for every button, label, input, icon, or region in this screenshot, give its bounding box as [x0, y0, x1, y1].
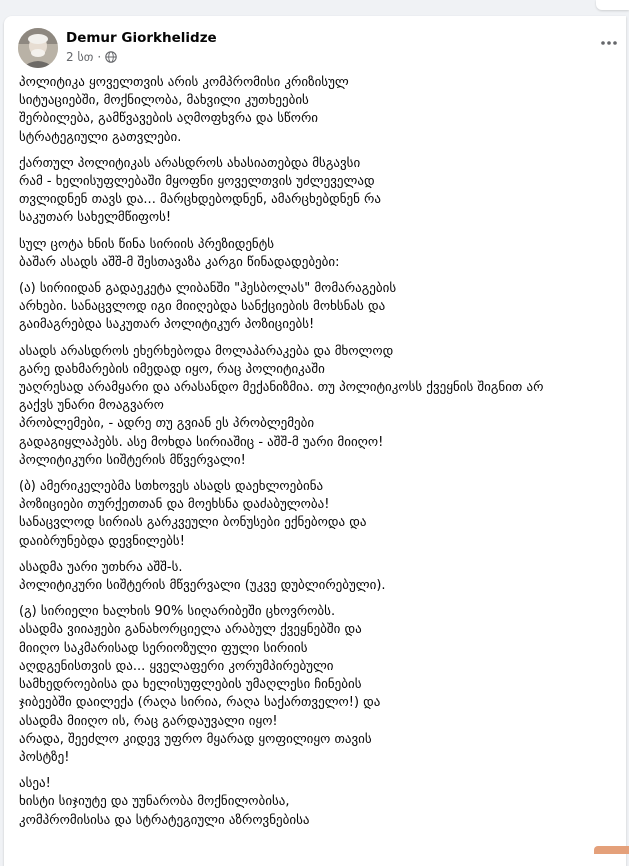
- post-paragraph: ასადმა უარი უთხრა აშშ-ს. პოლიტიკური სიშტერის მწვერვალი (უკვე დუბლირებული).: [19, 559, 386, 594]
- meta-separator: ·: [97, 50, 102, 64]
- post-paragraph: პოლიტიკა ყოველთვის არის კომპრომისი კრიზისულ სიტუაციებში, მოქნილობა, მახვილი კუთხეების შერბილება, გამწვავების აღმოფხვრა და სწორი სტრატეგიული გათვლები.: [19, 75, 349, 145]
- post-paragraph: (გ) სირიელი ხალხის 90% სიღარიბეში ცხოვრობს. ასადმა ვიიაჟები განახორციელა არაბულ ქვეყნებში და მიიღო საკმარისად სერიოზული ფული სირიის აღდგენისთვის და... ყველაფერი კორუმპირებული სამხედროებისა და ხელისუფლების უმაღლესი ჩინების ჯიბეებში დაილექა (რაღა სირია, რაღა საქართველო!) და ასადმა მიიღო ის, რაც გარდაუვალი იყო! არადა, შეეძლო კიდევ უფრო მყარად ყოფილიყო თავის პოსტზე!: [19, 604, 381, 765]
- adjacent-card-edge: [596, 0, 629, 10]
- post-card: [4, 16, 626, 866]
- post-paragraph: ასადს არასდროს ეხერხებოდა მოლაპარაკება და მხოლოდ გარე დახმარების იმედად იყო, რაც პოლიტიკაში უაღრესად არამყარი და არასანდო მექანიზმია. თუ პოლიტიკოსს ქვეყნის შიგნით არ გაქვს უნარი მოაგვარო პრობლემები, - ადრე თუ გვიან ეს პრობლემები გადაგიყლაპებს. ასე მოხდა სირიაშიც - აშშ-მ უარი მიიღო! პოლიტიკური სიშტერის მწვერვალი!: [19, 343, 544, 468]
- globe-icon[interactable]: [105, 51, 117, 63]
- avatar[interactable]: [18, 28, 58, 68]
- post-paragraph: სულ ცოტა ხნის წინა სირიის პრეზიდენტს ბაშარ ასადს აშშ-მ შესთავაზა კარგი წინადადებები:: [19, 236, 340, 270]
- post-paragraph: ქართულ პოლიტიკას არასდროს ახასიათებდა მსგავსი რამ - ხელისუფლებაში მყოფნი ყოველთვის უძლეველად თვლიდნენ თავს და... მარცხდებოდნენ, ამარცხებდნენ რა საკუთარ სახელმწიფოს!: [19, 155, 381, 226]
- avatar-image: [18, 28, 58, 68]
- post-paragraph: ასეა! ხისტი სიჯიუტე და უუნარობა მოქნილობისა, კომპრომისისა და სტრატეგიული აზროვნებისა: [19, 776, 310, 828]
- adjacent-element-edge: [594, 846, 629, 854]
- more-options-icon: [600, 40, 618, 46]
- post-header: [18, 28, 618, 68]
- post-time[interactable]: 2 სთ: [66, 50, 94, 64]
- post-paragraph: (ა) სირიიდან გადაეკეტა ლიბანში "ჰესბოლას" მომარაგების არხები. სანაცვლოდ იგი მიიღებდა სანქციების მოხსნას და გაიმაგრებდა საკუთარ პოლიტიკურ პოზიციებს!: [19, 281, 397, 333]
- post-meta: [66, 50, 117, 64]
- more-options-button[interactable]: [594, 32, 624, 54]
- post-text: [19, 74, 619, 838]
- author-name[interactable]: Demur Giorkhelidze: [66, 30, 217, 46]
- post-paragraph: (ბ) ამერიკელებმა სთხოვეს ასადს დაეხლოებინა პოზიციები თურქეთთან და მოეხსნა დაძაბულობა! სანაცვლოდ სირიას გარკვეული ბონუსები ექნებოდა და დაიბრუნებდა დევნილებს!: [19, 479, 367, 549]
